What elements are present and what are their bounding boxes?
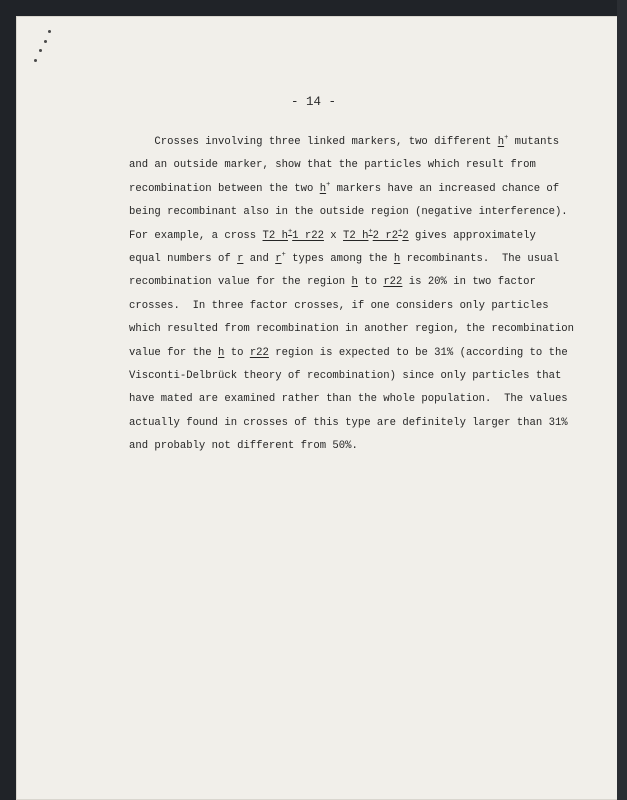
binding-mark bbox=[34, 59, 37, 62]
superscript: + bbox=[281, 250, 286, 259]
text-run: Crosses involving three linked markers, two different bbox=[129, 136, 498, 148]
text-run: region is expected to be 31% (according to the bbox=[268, 346, 568, 359]
text-run: recombinants. The usual bbox=[400, 252, 560, 265]
text-run: markers have an increased chance of bbox=[330, 182, 560, 195]
binding-mark bbox=[48, 30, 51, 33]
text-run: 2 bbox=[402, 229, 409, 242]
text-run: r22 bbox=[383, 276, 403, 289]
text-run: r22 bbox=[249, 346, 269, 359]
text-run: to bbox=[224, 346, 250, 359]
text-run: T2 h bbox=[343, 229, 369, 242]
text-run: which resulted from recombination in another region, the recombination bbox=[129, 323, 575, 336]
text-run: equal numbers of bbox=[129, 252, 238, 265]
text-line bbox=[129, 342, 568, 365]
text-line bbox=[129, 131, 560, 154]
text-line bbox=[129, 154, 549, 177]
superscript: + bbox=[368, 227, 373, 236]
text-run: gives approximately bbox=[408, 229, 536, 242]
text-line bbox=[129, 412, 568, 435]
binding-mark bbox=[44, 40, 47, 43]
text-run: T2 h bbox=[262, 229, 288, 242]
text-run: mutants bbox=[508, 136, 560, 148]
text-run: and an outside marker, show that the particles which result from bbox=[129, 159, 536, 172]
text-line bbox=[129, 295, 549, 318]
text-run: have mated are examined rather than the whole population. The values bbox=[129, 393, 568, 406]
text-run: and probably not different from 50%. bbox=[129, 440, 358, 453]
text-run: r bbox=[275, 252, 282, 265]
text-run: 1 r22 bbox=[292, 229, 324, 242]
text-run: h bbox=[218, 346, 225, 359]
text-run: crosses. In three factor crosses, if one considers only particles bbox=[129, 299, 549, 312]
text-run: r bbox=[237, 252, 244, 265]
text-run: recombination between the two bbox=[129, 182, 320, 195]
text-line bbox=[129, 201, 568, 224]
text-line bbox=[129, 178, 560, 201]
text-run: and bbox=[243, 252, 276, 265]
text-line bbox=[129, 365, 562, 388]
text-run: 2 r2 bbox=[372, 229, 399, 242]
text-line bbox=[129, 271, 549, 294]
text-run: types among the bbox=[285, 252, 394, 265]
text-line bbox=[129, 225, 549, 248]
text-run: h bbox=[319, 182, 327, 195]
text-run: h bbox=[497, 136, 505, 148]
text-line bbox=[129, 435, 549, 458]
paragraph bbox=[129, 131, 575, 458]
text-run: is 20% in two factor bbox=[402, 276, 536, 289]
superscript: + bbox=[398, 227, 403, 236]
text-line bbox=[129, 318, 575, 341]
superscript: + bbox=[287, 227, 293, 236]
superscript: + bbox=[504, 134, 509, 142]
text-line bbox=[129, 248, 560, 271]
text-run: h bbox=[393, 252, 401, 265]
text-run: h bbox=[351, 276, 358, 289]
text-run: being recombinant also in the outside region (negative interference). bbox=[129, 206, 568, 219]
text-run: For example, a cross bbox=[129, 229, 263, 242]
binding-marks bbox=[34, 30, 54, 70]
text-run: actually found in crosses of this type are definitely larger than 31% bbox=[129, 416, 568, 429]
scan-edge bbox=[617, 0, 627, 800]
text-run: Visconti-Delbrück theory of recombination) since only particles that bbox=[129, 369, 562, 382]
text-run: to bbox=[357, 276, 384, 289]
text-line bbox=[129, 388, 568, 411]
text-run: x bbox=[323, 229, 344, 242]
text-run: value for the bbox=[129, 346, 219, 359]
superscript: + bbox=[326, 180, 331, 189]
page-number: - 14 - bbox=[290, 95, 336, 109]
binding-mark bbox=[39, 49, 42, 52]
text-run: recombination value for the region bbox=[129, 276, 352, 289]
